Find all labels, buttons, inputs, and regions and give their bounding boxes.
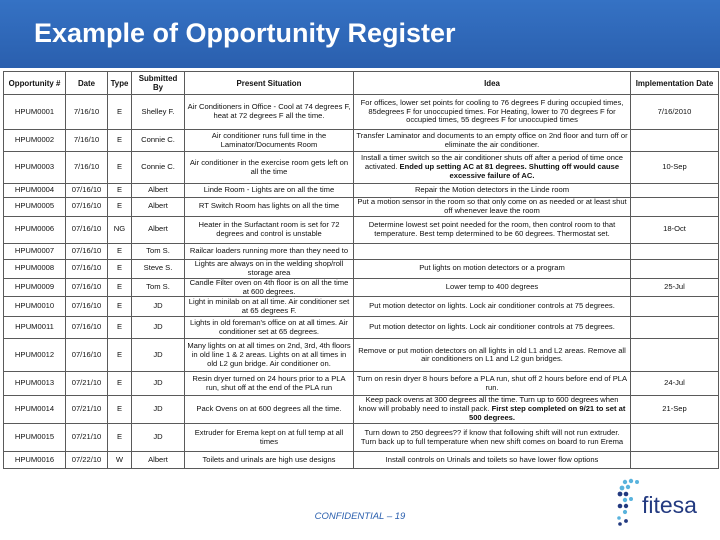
- cell-opportunity-id: HPUM0004: [4, 184, 66, 198]
- cell-date: 07/16/10: [66, 339, 108, 372]
- column-header-date: Date: [66, 72, 108, 95]
- cell-implementation-date: 21-Sep: [631, 396, 719, 424]
- column-header-submitted-by: Submitted By: [132, 72, 185, 95]
- cell-opportunity-id: HPUM0008: [4, 259, 66, 278]
- table-row: [4, 198, 719, 217]
- cell-type: E: [108, 184, 132, 198]
- cell-implementation-date: 25-Jul: [631, 278, 719, 297]
- cell-opportunity-id: HPUM0012: [4, 339, 66, 372]
- cell-opportunity-id: HPUM0013: [4, 372, 66, 396]
- column-header-idea: Idea: [354, 72, 631, 95]
- table-row: [4, 152, 719, 184]
- cell-implementation-date: 7/16/2010: [631, 95, 719, 130]
- cell-present-situation: Pack Ovens on at 600 degrees all the time.: [185, 396, 354, 424]
- cell-opportunity-id: HPUM0002: [4, 130, 66, 152]
- cell-implementation-date: [631, 297, 719, 317]
- cell-idea: [354, 243, 631, 259]
- cell-opportunity-id: HPUM0005: [4, 198, 66, 217]
- cell-idea: [354, 278, 631, 297]
- cell-present-situation: Candle Filter oven on 4th floor is on all the time at 600 degrees.: [185, 278, 354, 297]
- idea-text: Turn on resin dryer 8 hours before a PLA run, shut off 2 hours before end of PLA run.: [356, 374, 628, 392]
- cell-opportunity-id: HPUM0015: [4, 424, 66, 452]
- idea-text: Lower temp to 400 degrees: [445, 282, 539, 292]
- cell-type: E: [108, 152, 132, 184]
- cell-date: 07/16/10: [66, 297, 108, 317]
- table-row: [4, 297, 719, 317]
- cell-submitted-by: Albert: [132, 452, 185, 469]
- cell-implementation-date: [631, 243, 719, 259]
- cell-idea: [354, 339, 631, 372]
- cell-type: E: [108, 339, 132, 372]
- logo-wordmark: fitesa: [642, 492, 697, 518]
- table-row: [4, 259, 719, 278]
- slide-title: Example of Opportunity Register: [34, 18, 456, 48]
- header-row: [4, 72, 719, 95]
- cell-present-situation: Air conditioner in the exercise room gets left on all the time: [185, 152, 354, 184]
- cell-present-situation: Air Conditioners in Office - Cool at 74 degrees F, heat at 72 degrees F all the time.: [185, 95, 354, 130]
- cell-present-situation: Heater in the Surfactant room is set for 72 degrees and control is unstable: [185, 216, 354, 243]
- table-row: [4, 278, 719, 297]
- cell-idea: [354, 130, 631, 152]
- cell-submitted-by: Shelley F.: [132, 95, 185, 130]
- cell-type: E: [108, 95, 132, 130]
- cell-present-situation: RT Switch Room has lights on all the time: [185, 198, 354, 217]
- cell-present-situation: Extruder for Erema kept on at full temp at all times: [185, 424, 354, 452]
- cell-type: E: [108, 317, 132, 339]
- idea-text: Install a timer switch so the air conditioner shuts off after a period of time once activated.: [361, 153, 623, 172]
- cell-type: E: [108, 243, 132, 259]
- cell-date: 07/16/10: [66, 216, 108, 243]
- cell-date: 07/21/10: [66, 396, 108, 424]
- cell-submitted-by: JD: [132, 424, 185, 452]
- cell-submitted-by: JD: [132, 339, 185, 372]
- cell-opportunity-id: HPUM0016: [4, 452, 66, 469]
- idea-text: Repair the Motion detectors in the Linde room: [414, 185, 570, 195]
- cell-date: 07/16/10: [66, 184, 108, 198]
- cell-submitted-by: Tom S.: [132, 278, 185, 297]
- cell-submitted-by: Connie C.: [132, 152, 185, 184]
- idea-bold-note: First step completed on 9/21 to set at 500 degrees.: [468, 404, 626, 423]
- cell-idea: [354, 372, 631, 396]
- cell-submitted-by: JD: [132, 396, 185, 424]
- cell-implementation-date: [631, 198, 719, 217]
- idea-text: For offices, lower set points for cooling to 76 degrees F during occupied times, 85degrees F for unoccupied times. For Heating, lower to 70 degrees F for occupied times, 55 degrees F for unoccupied times: [360, 97, 624, 125]
- table-row: [4, 372, 719, 396]
- cell-implementation-date: [631, 339, 719, 372]
- title-bar: [0, 0, 720, 68]
- idea-text: Keep pack ovens at 300 degrees all the time. Turn up to 600 degrees when know will probably need to install pack.: [358, 395, 619, 414]
- cell-type: E: [108, 259, 132, 278]
- table-row: [4, 317, 719, 339]
- cell-submitted-by: Albert: [132, 198, 185, 217]
- cell-present-situation: Many lights on at all times on 2nd, 3rd, 4th floors in old line 1 & 2 areas. Lights on at all times in old L2 gun bridge. Air conditioner on.: [185, 339, 354, 372]
- cell-submitted-by: Steve S.: [132, 259, 185, 278]
- idea-text: Remove or put motion detectors on all lights in old L1 and L2 areas. Remove all air conditioners on L1 and L2 gun bridges.: [358, 345, 626, 364]
- column-header-opportunity: Opportunity #: [4, 72, 66, 95]
- cell-date: 7/16/10: [66, 130, 108, 152]
- idea-text: Put motion detector on lights. Lock air conditioner controls at 75 degrees.: [369, 301, 615, 311]
- column-header-present-situation: Present Situation: [185, 72, 354, 95]
- column-header-type: Type: [108, 72, 132, 95]
- cell-implementation-date: [631, 184, 719, 198]
- cell-idea: [354, 424, 631, 452]
- cell-idea: [354, 95, 631, 130]
- table-row: [4, 424, 719, 452]
- cell-implementation-date: [631, 452, 719, 469]
- cell-opportunity-id: HPUM0006: [4, 216, 66, 243]
- opportunity-register: [3, 71, 718, 469]
- cell-submitted-by: Connie C.: [132, 130, 185, 152]
- table-row: [4, 243, 719, 259]
- register-table: [3, 71, 719, 469]
- idea-text: Install controls on Urinals and toilets so have lower flow options: [385, 454, 599, 464]
- table-row: [4, 184, 719, 198]
- cell-present-situation: Lights are always on in the welding shop/roll storage area: [185, 259, 354, 278]
- fitesa-logo-mark: [612, 478, 646, 528]
- cell-implementation-date: [631, 317, 719, 339]
- cell-idea: [354, 317, 631, 339]
- cell-submitted-by: JD: [132, 372, 185, 396]
- fitesa-logo: [612, 478, 716, 528]
- cell-idea: [354, 198, 631, 217]
- cell-idea: [354, 396, 631, 424]
- cell-present-situation: Light in minilab on at all time. Air conditioner set at 65 degrees F.: [185, 297, 354, 317]
- cell-date: 7/16/10: [66, 152, 108, 184]
- cell-submitted-by: JD: [132, 297, 185, 317]
- cell-idea: [354, 259, 631, 278]
- cell-opportunity-id: HPUM0001: [4, 95, 66, 130]
- cell-date: 07/16/10: [66, 259, 108, 278]
- idea-bold-note: Ended up setting AC at 81 degrees. Shutting off would cause excessive failure of AC.: [399, 162, 620, 180]
- cell-type: W: [108, 452, 132, 469]
- cell-type: NG: [108, 216, 132, 243]
- cell-present-situation: Lights in old foreman's office on at all times. Air conditioner set at 65 degrees.: [185, 317, 354, 339]
- cell-opportunity-id: HPUM0014: [4, 396, 66, 424]
- cell-implementation-date: [631, 130, 719, 152]
- idea-text: Put a motion sensor in the room so that only come on as needed or at least shut off whenever leave the room: [357, 197, 627, 215]
- cell-idea: [354, 216, 631, 243]
- cell-type: E: [108, 424, 132, 452]
- register-body: [4, 95, 719, 469]
- cell-idea: [354, 184, 631, 198]
- cell-type: E: [108, 297, 132, 317]
- cell-idea: [354, 152, 631, 184]
- confidential-footer: CONFIDENTIAL – 19: [314, 511, 406, 522]
- cell-submitted-by: Albert: [132, 184, 185, 198]
- cell-present-situation: Railcar loaders running more than they need to: [185, 243, 354, 259]
- table-row: [4, 95, 719, 130]
- cell-date: 07/22/10: [66, 452, 108, 469]
- table-row: [4, 452, 719, 469]
- cell-idea: [354, 452, 631, 469]
- cell-implementation-date: 10-Sep: [631, 152, 719, 184]
- cell-present-situation: Toilets and urinals are high use designs: [185, 452, 354, 469]
- cell-opportunity-id: HPUM0003: [4, 152, 66, 184]
- table-row: [4, 339, 719, 372]
- cell-type: E: [108, 198, 132, 217]
- cell-opportunity-id: HPUM0010: [4, 297, 66, 317]
- cell-opportunity-id: HPUM0011: [4, 317, 66, 339]
- cell-date: 7/16/10: [66, 95, 108, 130]
- cell-date: 07/21/10: [66, 372, 108, 396]
- cell-opportunity-id: HPUM0007: [4, 243, 66, 259]
- cell-implementation-date: [631, 259, 719, 278]
- idea-text: Turn down to 250 degrees?? if know that following shift will not run extruder. Turn back up to full temperature when new shift comes on board to run Erema: [360, 427, 624, 446]
- cell-type: E: [108, 396, 132, 424]
- cell-type: E: [108, 130, 132, 152]
- cell-present-situation: Resin dryer turned on 24 hours prior to a PLA run, shut off at the end of the PLA run: [185, 372, 354, 396]
- cell-submitted-by: JD: [132, 317, 185, 339]
- idea-text: Determine lowest set point needed for the room, then control room to that temperature. Best temp determined to be 60 degrees. Thermostat set.: [368, 219, 616, 238]
- cell-type: E: [108, 278, 132, 297]
- column-header-implementation-date: Implementation Date: [631, 72, 719, 95]
- idea-text: Transfer Laminator and documents to an empty office on 2nd floor and turn off or eliminate the air conditioner.: [356, 130, 628, 149]
- idea-text: Put motion detector on lights. Lock air conditioner controls at 75 degrees.: [369, 322, 615, 332]
- cell-type: E: [108, 372, 132, 396]
- cell-present-situation: Air conditioner runs full time in the Laminator/Documents Room: [185, 130, 354, 152]
- cell-implementation-date: 18-Oct: [631, 216, 719, 243]
- idea-text: Put lights on motion detectors or a program: [419, 263, 565, 273]
- cell-submitted-by: Tom S.: [132, 243, 185, 259]
- cell-submitted-by: Albert: [132, 216, 185, 243]
- cell-date: 07/16/10: [66, 278, 108, 297]
- table-row: [4, 216, 719, 243]
- cell-date: 07/16/10: [66, 243, 108, 259]
- cell-date: 07/16/10: [66, 198, 108, 217]
- cell-idea: [354, 297, 631, 317]
- cell-implementation-date: 24-Jul: [631, 372, 719, 396]
- table-row: [4, 130, 719, 152]
- cell-present-situation: Linde Room - Lights are on all the time: [185, 184, 354, 198]
- cell-opportunity-id: HPUM0009: [4, 278, 66, 297]
- cell-date: 07/16/10: [66, 317, 108, 339]
- cell-date: 07/21/10: [66, 424, 108, 452]
- table-row: [4, 396, 719, 424]
- cell-implementation-date: [631, 424, 719, 452]
